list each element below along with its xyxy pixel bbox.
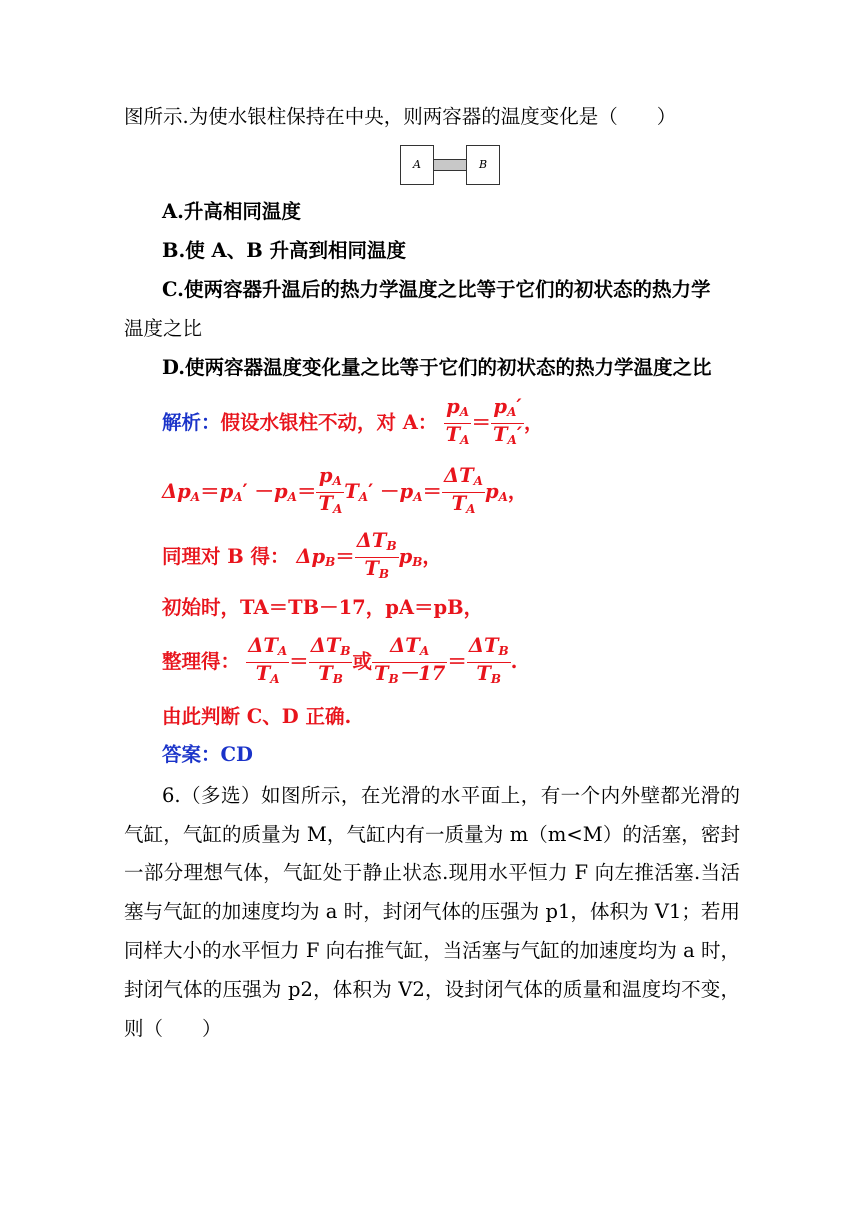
solution-line2: $\Delta p_A=p_A' -p_A=$ $\frac{p_A}{T_A}$ $T_A' -p_A=$ $\Delta T_A$ $T_A$ $p_A$， xyxy=(162,464,528,516)
intro-line: 图所示.为使水银柱保持在中央，则两容器的温度变化是（ ） xyxy=(124,105,677,128)
solution-line1: 解析：假设水银柱不动，对 A： $\frac{p_A}{T_A}$ ＝ $\frac{p_A'}{T_A'}$ ， xyxy=(162,395,544,447)
solution-conclusion: 由此判断 C、D 正确. xyxy=(162,705,352,728)
container-b: B xyxy=(466,145,500,185)
option-c-line2: 温度之比 xyxy=(124,317,203,340)
mercury-tube xyxy=(434,159,468,171)
q6-line1: 6.（多选）如图所示，在光滑的水平面上，有一个内外壁都光滑的 xyxy=(162,784,740,807)
solution-rearrange: 整理得： xyxy=(162,650,241,673)
container-a: A xyxy=(400,145,434,185)
q6-line5: 同样大小的水平恒力 F 向右推气缸，当活塞与气缸的加速度均为 a 时， xyxy=(124,939,740,962)
solution-label: 解析： xyxy=(162,411,221,434)
option-a: A.升高相同温度 xyxy=(162,200,301,223)
solution-line3: 同理对 B 得： $\Delta p_B=$ $\Delta T_B$ $T_B$ $p_B$， xyxy=(162,529,442,581)
solution-initial: 初始时，TA＝TB－17，pA＝pB， xyxy=(162,596,484,619)
q6-line7: 则（ ） xyxy=(124,1017,222,1040)
q6-line3: 一部分理想气体，气缸处于静止状态.现用水平恒力 F 向左推活塞.当活 xyxy=(124,861,740,884)
q6-line2: 气缸，气缸的质量为 M，气缸内有一质量为 m（m<M）的活塞，密封 xyxy=(124,823,740,846)
solution-line5: 整理得： $\Delta T_A$ $T_A$ ＝ $\Delta T_B$ $T_B$ 或 $\Delta T_A$ $T_B-17$ ＝ $\Delta T_B$ $T_B$ . xyxy=(162,634,518,686)
q6-line6: 封闭气体的压强为 p2，体积为 V2，设封闭气体的质量和温度均不变， xyxy=(124,978,740,1001)
option-c-line1: C.使两容器升温后的热力学温度之比等于它们的初状态的热力学 xyxy=(162,278,711,301)
answer: 答案：CD xyxy=(162,743,253,766)
solution-similar: 同理对 B 得： xyxy=(162,545,290,568)
q6-line4: 塞与气缸的加速度均为 a 时，封闭气体的压强为 p1，体积为 V1；若用 xyxy=(124,900,740,923)
option-b: B.使 A、B 升高到相同温度 xyxy=(162,239,406,262)
container-figure xyxy=(400,145,502,187)
solution-assume: 假设水银柱不动，对 A： xyxy=(220,411,438,434)
option-d: D.使两容器温度变化量之比等于它们的初状态的热力学温度之比 xyxy=(162,356,712,379)
